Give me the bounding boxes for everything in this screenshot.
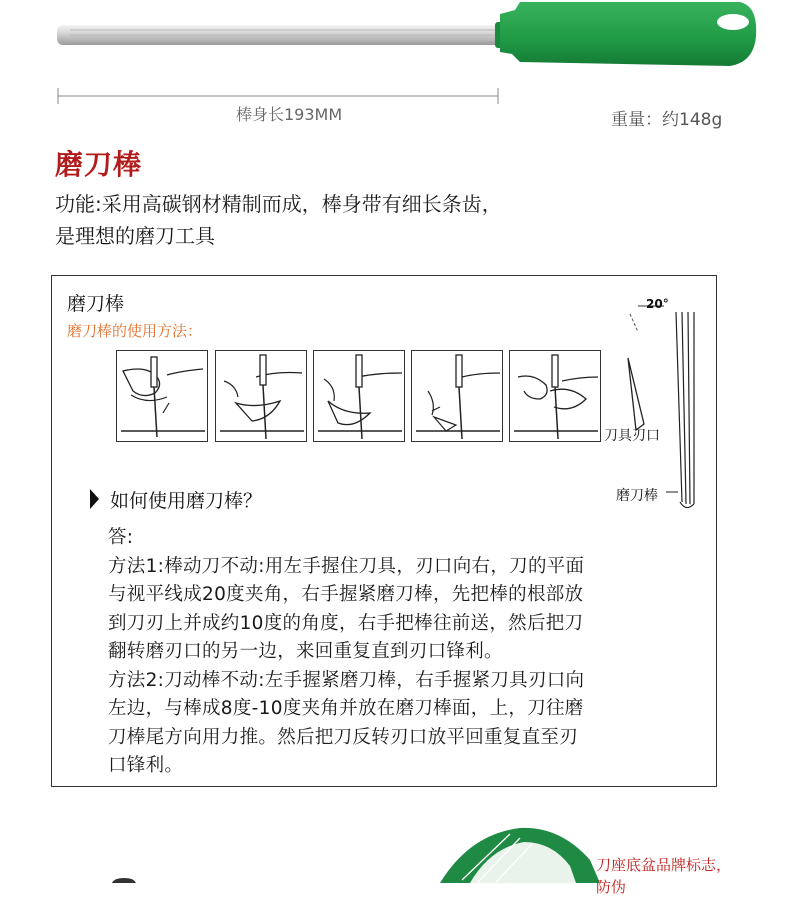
triangle-bullet-icon: [90, 489, 99, 509]
rod-length-label: 棒身长193MM: [236, 105, 343, 124]
panel-title: 磨刀棒: [67, 293, 125, 315]
green-handle: [500, 2, 756, 66]
hand-sharpening-icon: [314, 351, 405, 442]
weight-label: 重量：约148g: [611, 110, 723, 130]
angle-label: 20°: [646, 297, 669, 311]
hand-sharpening-icon: [510, 351, 601, 442]
hand-sharpening-icon: [216, 351, 307, 442]
step-2-illustration: [215, 350, 307, 442]
question-text: 如何使用磨刀棒？: [110, 490, 263, 512]
section-title: 磨刀棒: [55, 148, 143, 181]
blade-edge-label: 刀具刃口: [604, 428, 660, 444]
note-line: 防伪: [596, 878, 627, 896]
hanging-hole: [717, 14, 749, 30]
answer-line: 刀棒尾方向用力推。然后把刀反转刃口放平回重复直至刃: [108, 726, 579, 748]
rod-label: 磨刀棒: [616, 488, 658, 504]
hand-sharpening-icon: [412, 351, 503, 442]
note-line: 刀座底盆品牌标志，: [596, 856, 732, 874]
answer-line: 翻转磨刃口的另一边，来回重复直到刃口锋利。: [108, 641, 503, 662]
answer-text: [108, 524, 584, 781]
description-line: 是理想的磨刀工具: [55, 224, 215, 248]
answer-line: 到刀刃上并成约10度的角度，右手把棒往前送，然后把刀: [108, 612, 584, 634]
description-line: 功能:采用高碳钢材精制而成，棒身带有细长条齿，: [55, 192, 502, 216]
answer-line: 与视平线成20度夹角，右手握紧磨刀棒，先把棒的根部放: [108, 584, 584, 605]
step-1-illustration: [116, 350, 208, 442]
brand-logo-note: [596, 854, 731, 898]
step-5-illustration: [509, 350, 601, 442]
panel-subtitle: 磨刀棒的使用方法：: [67, 322, 203, 340]
hand-sharpening-icon: [117, 351, 208, 442]
product-description: [55, 188, 502, 252]
answer-line: 答:: [108, 527, 134, 548]
answer-line: 左边，与棒成8度-10度夹角并放在磨刀棒面，上，刀往磨: [108, 698, 584, 719]
answer-line: 方法2:刀动棒不动:左手握紧磨刀棒，右手握紧刀具刃口向: [108, 669, 585, 691]
answer-line: 方法1:棒动刀不动:用左手握住刀具，刃口向右，刀的平面: [108, 555, 585, 577]
step-4-illustration: [411, 350, 503, 442]
step-3-illustration: [313, 350, 405, 442]
answer-line: 口锋利。: [108, 755, 184, 776]
